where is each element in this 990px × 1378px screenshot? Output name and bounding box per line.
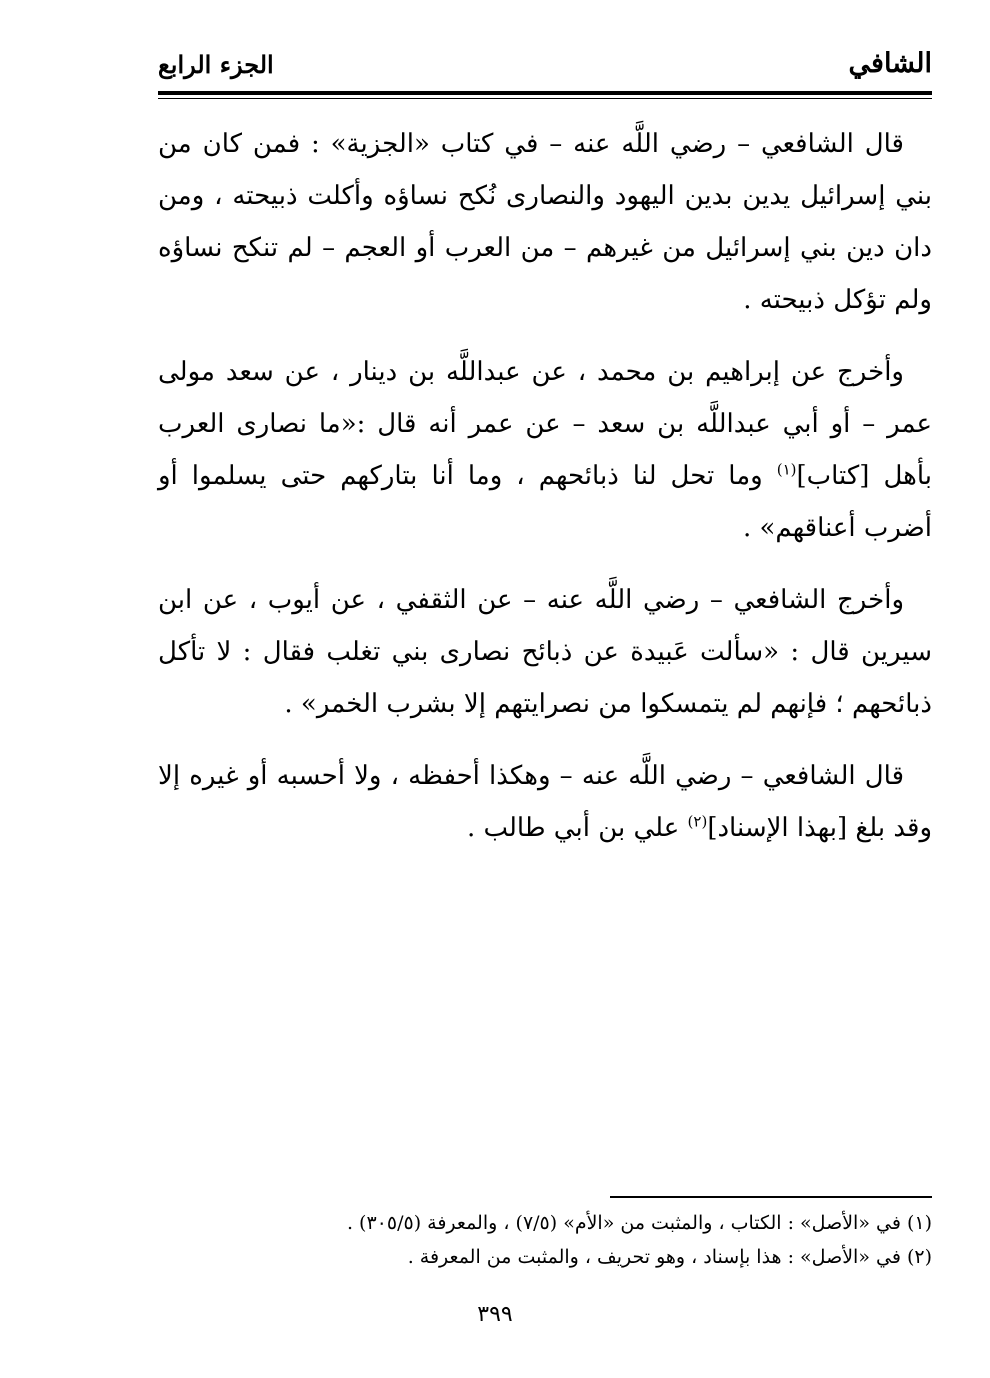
footnote-ref-1: (١)	[776, 460, 797, 479]
book-title: الشافي	[848, 48, 932, 79]
footnote-ref-2: (٢)	[687, 812, 708, 831]
footnotes	[158, 1206, 932, 1274]
page-number: ٣٩٩	[477, 1302, 513, 1327]
paragraph-2-text-before: وأخرج عن إبراهيم بن محمد ، عن عبداللَّه بن دينار ، عن سعد مولى عمر – أو أبي عبداللَّه بن سعد – عن عمر أنه قال :«ما نصارى العرب بأهل [كتاب]	[158, 357, 933, 491]
paragraph-3	[158, 574, 932, 730]
header-rule-thin	[158, 98, 932, 99]
footnote-2: (٢) في «الأصل» : هذا بإسناد ، وهو تحريف ، والمثبت من المعرفة .	[407, 1246, 932, 1268]
running-header	[158, 46, 932, 90]
paragraph-3-text: وأخرج الشافعي – رضي اللَّه عنه – عن الثقفي ، عن أيوب ، عن ابن سيرين قال : «سألت عَبيدة عن ذبائح نصارى بني تغلب فقال : لا تأكل ذبائحهم ؛ فإنهم لم يتمسكوا من نصرايتهم إلا بشرب الخمر» .	[158, 585, 932, 719]
footnote-1: (١) في «الأصل» : الكتاب ، والمثبت من «الأم» (٧/٥) ، والمعرفة (٣٠٥/٥) .	[346, 1212, 932, 1234]
paragraph-1	[158, 118, 932, 326]
paragraph-1-text: قال الشافعي – رضي اللَّه عنه – في كتاب «الجزية» : فمن كان من بني إسرائيل يدين بدين اليهود والنصارى نُكح نساؤه وأكلت ذبيحته ، ومن دان دين بني إسرائيل من غيرهم – من العرب أو العجم – لم تنكح نساؤه ولم تؤكل ذبيحته .	[158, 129, 932, 315]
main-text	[158, 118, 932, 854]
paragraph-4-text-after: علي بن أبي طالب .	[466, 813, 688, 843]
paragraph-2	[158, 346, 932, 554]
paragraph-4-text-before: قال الشافعي – رضي اللَّه عنه – وهكذا أحفظه ، ولا أحسبه أو غيره إلا وقد بلغ [بهذا الإسناد]	[158, 761, 932, 843]
paragraph-4	[158, 750, 932, 854]
footnote-separator	[610, 1196, 932, 1198]
paragraph-2-text-after: وما تحل لنا ذبائحهم ، وما أنا بتاركهم حتى يسلموا أو أضرب أعناقهم» .	[158, 461, 932, 543]
volume-label: الجزء الرابع	[158, 50, 274, 79]
header-rule-thick	[158, 91, 932, 95]
